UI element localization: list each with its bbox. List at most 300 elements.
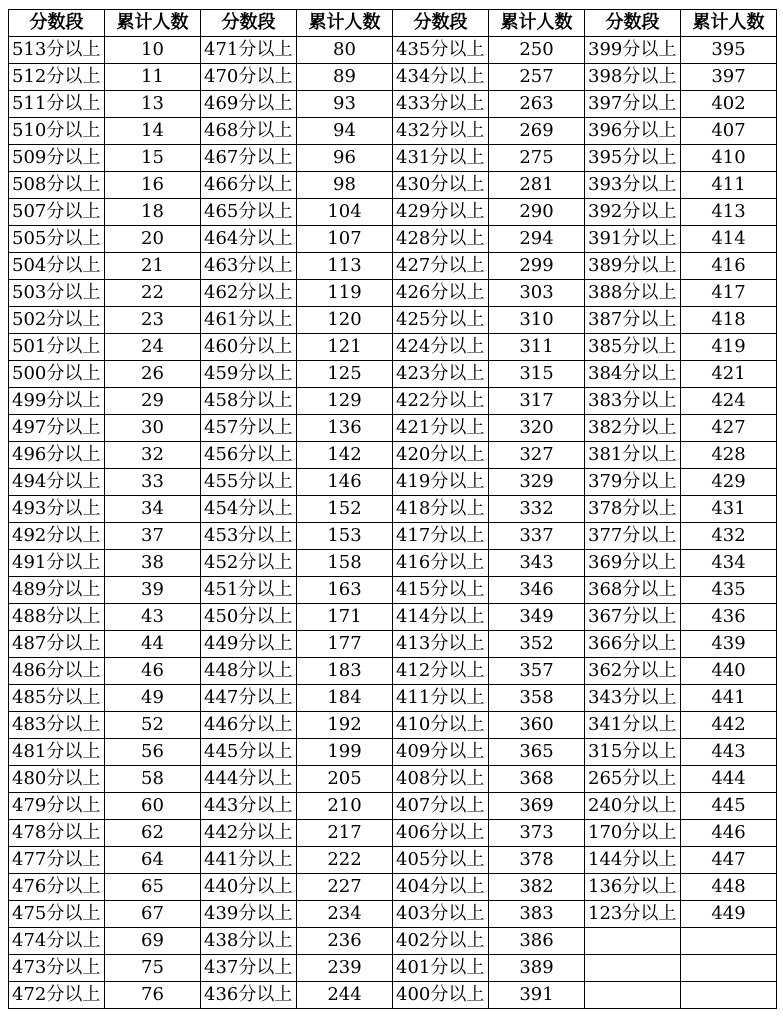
- cumulative-count-cell: 153: [297, 523, 393, 550]
- cumulative-count-cell: 30: [105, 415, 201, 442]
- table-row: [9, 874, 777, 901]
- score-range-cell: 382分以上: [585, 415, 681, 442]
- table-row: [9, 901, 777, 928]
- score-range-cell: 401分以上: [393, 955, 489, 982]
- score-range-cell: 341分以上: [585, 712, 681, 739]
- table-row: [9, 631, 777, 658]
- cumulative-count-cell: 33: [105, 469, 201, 496]
- cumulative-count-cell: 49: [105, 685, 201, 712]
- score-range-cell: 501分以上: [9, 334, 105, 361]
- cumulative-count-cell: 32: [105, 442, 201, 469]
- cumulative-count-cell: 269: [489, 118, 585, 145]
- cumulative-count-cell: 34: [105, 496, 201, 523]
- score-range-cell: 362分以上: [585, 658, 681, 685]
- table-row: [9, 280, 777, 307]
- cumulative-count-cell: 369: [489, 793, 585, 820]
- cumulative-count-cell: 56: [105, 739, 201, 766]
- cumulative-count-cell: 327: [489, 442, 585, 469]
- cumulative-count-cell: 113: [297, 253, 393, 280]
- cumulative-count-cell: 39: [105, 577, 201, 604]
- score-range-cell: 411分以上: [393, 685, 489, 712]
- cumulative-count-cell: 441: [681, 685, 777, 712]
- cumulative-count-cell: 337: [489, 523, 585, 550]
- score-range-cell: 480分以上: [9, 766, 105, 793]
- cumulative-count-cell: 239: [297, 955, 393, 982]
- score-range-cell: 474分以上: [9, 928, 105, 955]
- score-range-cell: 144分以上: [585, 847, 681, 874]
- score-range-cell: 434分以上: [393, 64, 489, 91]
- cumulative-count-cell: [681, 928, 777, 955]
- score-range-cell: 366分以上: [585, 631, 681, 658]
- cumulative-count-cell: 386: [489, 928, 585, 955]
- score-range-cell: 410分以上: [393, 712, 489, 739]
- score-range-cell: 442分以上: [201, 820, 297, 847]
- table-row: [9, 37, 777, 64]
- score-range-cell: 436分以上: [201, 982, 297, 1009]
- score-range-cell: 429分以上: [393, 199, 489, 226]
- score-range-cell: 446分以上: [201, 712, 297, 739]
- cumulative-count-cell: 18: [105, 199, 201, 226]
- score-range-cell: 407分以上: [393, 793, 489, 820]
- cumulative-count-cell: 389: [489, 955, 585, 982]
- score-range-cell: 467分以上: [201, 145, 297, 172]
- header-score-range: 分数段: [9, 10, 105, 37]
- header-cumulative-count: 累计人数: [297, 10, 393, 37]
- cumulative-count-cell: 184: [297, 685, 393, 712]
- cumulative-count-cell: 121: [297, 334, 393, 361]
- score-range-cell: 369分以上: [585, 550, 681, 577]
- cumulative-count-cell: 368: [489, 766, 585, 793]
- cumulative-count-cell: 346: [489, 577, 585, 604]
- score-range-cell: 399分以上: [585, 37, 681, 64]
- cumulative-count-cell: 199: [297, 739, 393, 766]
- cumulative-count-cell: 22: [105, 280, 201, 307]
- cumulative-count-cell: 378: [489, 847, 585, 874]
- cumulative-count-cell: 158: [297, 550, 393, 577]
- score-range-cell: 486分以上: [9, 658, 105, 685]
- cumulative-count-cell: 23: [105, 307, 201, 334]
- cumulative-count-cell: 142: [297, 442, 393, 469]
- cumulative-count-cell: 234: [297, 901, 393, 928]
- cumulative-count-cell: 343: [489, 550, 585, 577]
- score-range-cell: 368分以上: [585, 577, 681, 604]
- cumulative-count-cell: 373: [489, 820, 585, 847]
- cumulative-count-cell: 418: [681, 307, 777, 334]
- cumulative-count-cell: 439: [681, 631, 777, 658]
- score-range-cell: 426分以上: [393, 280, 489, 307]
- score-range-cell: 476分以上: [9, 874, 105, 901]
- score-range-cell: 392分以上: [585, 199, 681, 226]
- table-row: [9, 523, 777, 550]
- score-range-cell: 457分以上: [201, 415, 297, 442]
- score-range-cell: 383分以上: [585, 388, 681, 415]
- score-range-cell: 405分以上: [393, 847, 489, 874]
- score-range-cell: 415分以上: [393, 577, 489, 604]
- score-range-cell: 464分以上: [201, 226, 297, 253]
- cumulative-count-cell: 98: [297, 172, 393, 199]
- cumulative-count-cell: 320: [489, 415, 585, 442]
- cumulative-count-cell: 410: [681, 145, 777, 172]
- score-range-cell: 477分以上: [9, 847, 105, 874]
- cumulative-count-cell: 444: [681, 766, 777, 793]
- table-row: [9, 415, 777, 442]
- cumulative-count-cell: 329: [489, 469, 585, 496]
- table-row: [9, 361, 777, 388]
- cumulative-count-cell: 192: [297, 712, 393, 739]
- score-range-cell: 408分以上: [393, 766, 489, 793]
- table-row: [9, 442, 777, 469]
- cumulative-count-cell: 11: [105, 64, 201, 91]
- score-range-cell: 406分以上: [393, 820, 489, 847]
- score-range-cell: 400分以上: [393, 982, 489, 1009]
- score-range-cell: 460分以上: [201, 334, 297, 361]
- cumulative-count-cell: 332: [489, 496, 585, 523]
- score-range-cell: 496分以上: [9, 442, 105, 469]
- score-range-cell: 507分以上: [9, 199, 105, 226]
- cumulative-count-cell: 440: [681, 658, 777, 685]
- cumulative-count-cell: 120: [297, 307, 393, 334]
- table-row: [9, 307, 777, 334]
- score-range-cell: 449分以上: [201, 631, 297, 658]
- score-range-cell: 448分以上: [201, 658, 297, 685]
- score-range-cell: 471分以上: [201, 37, 297, 64]
- score-range-cell: 423分以上: [393, 361, 489, 388]
- score-range-cell: 418分以上: [393, 496, 489, 523]
- table-row: [9, 982, 777, 1009]
- cumulative-count-cell: 290: [489, 199, 585, 226]
- header-score-range: 分数段: [393, 10, 489, 37]
- score-range-cell: 389分以上: [585, 253, 681, 280]
- cumulative-count-cell: 26: [105, 361, 201, 388]
- cumulative-count-cell: 397: [681, 64, 777, 91]
- score-range-cell: 240分以上: [585, 793, 681, 820]
- score-range-cell: 469分以上: [201, 91, 297, 118]
- cumulative-count-cell: 263: [489, 91, 585, 118]
- score-range-cell: 444分以上: [201, 766, 297, 793]
- table-row: [9, 469, 777, 496]
- table-row: [9, 712, 777, 739]
- cumulative-count-cell: 310: [489, 307, 585, 334]
- cumulative-count-cell: 58: [105, 766, 201, 793]
- cumulative-count-cell: 44: [105, 631, 201, 658]
- score-range-cell: 502分以上: [9, 307, 105, 334]
- score-range-cell: 377分以上: [585, 523, 681, 550]
- score-range-cell: 508分以上: [9, 172, 105, 199]
- cumulative-count-cell: 250: [489, 37, 585, 64]
- cumulative-count-cell: 349: [489, 604, 585, 631]
- score-range-cell: 493分以上: [9, 496, 105, 523]
- score-range-cell: 439分以上: [201, 901, 297, 928]
- score-range-cell: 393分以上: [585, 172, 681, 199]
- score-distribution-table: [8, 9, 777, 1009]
- score-range-cell: 437分以上: [201, 955, 297, 982]
- score-range-cell: 441分以上: [201, 847, 297, 874]
- cumulative-count-cell: 382: [489, 874, 585, 901]
- score-range-cell: 465分以上: [201, 199, 297, 226]
- table-row: [9, 226, 777, 253]
- score-range-cell: 416分以上: [393, 550, 489, 577]
- score-range-cell: 511分以上: [9, 91, 105, 118]
- score-range-cell: 438分以上: [201, 928, 297, 955]
- cumulative-count-cell: 275: [489, 145, 585, 172]
- cumulative-count-cell: 119: [297, 280, 393, 307]
- score-range-cell: 425分以上: [393, 307, 489, 334]
- cumulative-count-cell: 136: [297, 415, 393, 442]
- cumulative-count-cell: 395: [681, 37, 777, 64]
- cumulative-count-cell: 315: [489, 361, 585, 388]
- score-range-cell: 455分以上: [201, 469, 297, 496]
- cumulative-count-cell: 294: [489, 226, 585, 253]
- score-range-cell: 458分以上: [201, 388, 297, 415]
- table-row: [9, 928, 777, 955]
- score-range-cell: 430分以上: [393, 172, 489, 199]
- score-range-cell: 343分以上: [585, 685, 681, 712]
- cumulative-count-cell: 21: [105, 253, 201, 280]
- table-row: [9, 64, 777, 91]
- cumulative-count-cell: 303: [489, 280, 585, 307]
- score-range-cell: 489分以上: [9, 577, 105, 604]
- score-range-cell: 492分以上: [9, 523, 105, 550]
- cumulative-count-cell: 449: [681, 901, 777, 928]
- cumulative-count-cell: 75: [105, 955, 201, 982]
- score-range-cell: 433分以上: [393, 91, 489, 118]
- table-header: [9, 10, 777, 37]
- cumulative-count-cell: 446: [681, 820, 777, 847]
- score-range-cell: 497分以上: [9, 415, 105, 442]
- score-range-cell: 412分以上: [393, 658, 489, 685]
- table-row: [9, 685, 777, 712]
- score-range-cell: 456分以上: [201, 442, 297, 469]
- score-range-cell: 170分以上: [585, 820, 681, 847]
- cumulative-count-cell: 383: [489, 901, 585, 928]
- cumulative-count-cell: 436: [681, 604, 777, 631]
- cumulative-count-cell: 76: [105, 982, 201, 1009]
- score-range-cell: 475分以上: [9, 901, 105, 928]
- score-range-cell: 440分以上: [201, 874, 297, 901]
- cumulative-count-cell: 16: [105, 172, 201, 199]
- score-range-cell: 494分以上: [9, 469, 105, 496]
- score-range-cell: 396分以上: [585, 118, 681, 145]
- cumulative-count-cell: 236: [297, 928, 393, 955]
- score-range-cell: 379分以上: [585, 469, 681, 496]
- cumulative-count-cell: 435: [681, 577, 777, 604]
- score-range-cell: 265分以上: [585, 766, 681, 793]
- score-range-cell: 136分以上: [585, 874, 681, 901]
- score-range-cell: 424分以上: [393, 334, 489, 361]
- cumulative-count-cell: 80: [297, 37, 393, 64]
- cumulative-count-cell: 428: [681, 442, 777, 469]
- score-range-cell: 454分以上: [201, 496, 297, 523]
- cumulative-count-cell: 104: [297, 199, 393, 226]
- score-range-cell: 466分以上: [201, 172, 297, 199]
- cumulative-count-cell: 434: [681, 550, 777, 577]
- cumulative-count-cell: 419: [681, 334, 777, 361]
- score-range-cell: 409分以上: [393, 739, 489, 766]
- score-range-cell: 463分以上: [201, 253, 297, 280]
- score-range-cell: 123分以上: [585, 901, 681, 928]
- score-range-cell: 432分以上: [393, 118, 489, 145]
- cumulative-count-cell: 222: [297, 847, 393, 874]
- score-range-cell: 461分以上: [201, 307, 297, 334]
- score-range-cell: 459分以上: [201, 361, 297, 388]
- score-range-cell: 470分以上: [201, 64, 297, 91]
- header-row: [9, 10, 777, 37]
- score-range-cell: 485分以上: [9, 685, 105, 712]
- cumulative-count-cell: 94: [297, 118, 393, 145]
- score-range-cell: 487分以上: [9, 631, 105, 658]
- cumulative-count-cell: 311: [489, 334, 585, 361]
- cumulative-count-cell: 171: [297, 604, 393, 631]
- score-range-cell: 472分以上: [9, 982, 105, 1009]
- cumulative-count-cell: 365: [489, 739, 585, 766]
- table-row: [9, 955, 777, 982]
- table-row: [9, 793, 777, 820]
- score-range-cell: 478分以上: [9, 820, 105, 847]
- score-range-cell: 491分以上: [9, 550, 105, 577]
- cumulative-count-cell: 13: [105, 91, 201, 118]
- table-body: [9, 37, 777, 1009]
- score-range-cell: 414分以上: [393, 604, 489, 631]
- table-row: [9, 577, 777, 604]
- cumulative-count-cell: 352: [489, 631, 585, 658]
- table-row: [9, 172, 777, 199]
- score-range-cell: 510分以上: [9, 118, 105, 145]
- cumulative-count-cell: 24: [105, 334, 201, 361]
- score-range-cell: 385分以上: [585, 334, 681, 361]
- cumulative-count-cell: 65: [105, 874, 201, 901]
- score-range-cell: 462分以上: [201, 280, 297, 307]
- cumulative-count-cell: 432: [681, 523, 777, 550]
- score-range-cell: 403分以上: [393, 901, 489, 928]
- table-row: [9, 91, 777, 118]
- cumulative-count-cell: [681, 982, 777, 1009]
- score-range-cell: 413分以上: [393, 631, 489, 658]
- score-range-cell: 422分以上: [393, 388, 489, 415]
- table-row: [9, 334, 777, 361]
- cumulative-count-cell: 20: [105, 226, 201, 253]
- header-cumulative-count: 累计人数: [681, 10, 777, 37]
- cumulative-count-cell: 431: [681, 496, 777, 523]
- cumulative-count-cell: 217: [297, 820, 393, 847]
- cumulative-count-cell: 317: [489, 388, 585, 415]
- cumulative-count-cell: 407: [681, 118, 777, 145]
- score-range-cell: 512分以上: [9, 64, 105, 91]
- score-range-cell: 499分以上: [9, 388, 105, 415]
- cumulative-count-cell: 414: [681, 226, 777, 253]
- cumulative-count-cell: 411: [681, 172, 777, 199]
- score-range-cell: 503分以上: [9, 280, 105, 307]
- score-range-cell: 315分以上: [585, 739, 681, 766]
- cumulative-count-cell: 89: [297, 64, 393, 91]
- score-range-cell: 421分以上: [393, 415, 489, 442]
- score-range-cell: 435分以上: [393, 37, 489, 64]
- cumulative-count-cell: 210: [297, 793, 393, 820]
- header-cumulative-count: 累计人数: [105, 10, 201, 37]
- score-range-cell: 402分以上: [393, 928, 489, 955]
- cumulative-count-cell: 60: [105, 793, 201, 820]
- cumulative-count-cell: 358: [489, 685, 585, 712]
- score-range-cell: 453分以上: [201, 523, 297, 550]
- header-score-range: 分数段: [585, 10, 681, 37]
- table-row: [9, 847, 777, 874]
- cumulative-count-cell: 69: [105, 928, 201, 955]
- cumulative-count-cell: 37: [105, 523, 201, 550]
- score-range-cell: 447分以上: [201, 685, 297, 712]
- score-range-cell: 378分以上: [585, 496, 681, 523]
- cumulative-count-cell: 244: [297, 982, 393, 1009]
- table-row: [9, 199, 777, 226]
- cumulative-count-cell: 146: [297, 469, 393, 496]
- cumulative-count-cell: 62: [105, 820, 201, 847]
- cumulative-count-cell: 46: [105, 658, 201, 685]
- cumulative-count-cell: 299: [489, 253, 585, 280]
- table-row: [9, 739, 777, 766]
- cumulative-count-cell: 96: [297, 145, 393, 172]
- cumulative-count-cell: 442: [681, 712, 777, 739]
- header-score-range: 分数段: [201, 10, 297, 37]
- cumulative-count-cell: 421: [681, 361, 777, 388]
- score-range-cell: 404分以上: [393, 874, 489, 901]
- score-range-cell: 483分以上: [9, 712, 105, 739]
- table-row: [9, 820, 777, 847]
- cumulative-count-cell: 10: [105, 37, 201, 64]
- cumulative-count-cell: 445: [681, 793, 777, 820]
- cumulative-count-cell: 416: [681, 253, 777, 280]
- score-range-cell: 391分以上: [585, 226, 681, 253]
- cumulative-count-cell: 447: [681, 847, 777, 874]
- cumulative-count-cell: 357: [489, 658, 585, 685]
- score-range-cell: 417分以上: [393, 523, 489, 550]
- score-range-cell: 420分以上: [393, 442, 489, 469]
- score-range-cell: [585, 955, 681, 982]
- table-row: [9, 118, 777, 145]
- score-range-cell: 387分以上: [585, 307, 681, 334]
- cumulative-count-cell: 67: [105, 901, 201, 928]
- score-range-cell: 384分以上: [585, 361, 681, 388]
- table-row: [9, 496, 777, 523]
- cumulative-count-cell: 443: [681, 739, 777, 766]
- header-cumulative-count: 累计人数: [489, 10, 585, 37]
- table-row: [9, 658, 777, 685]
- cumulative-count-cell: 64: [105, 847, 201, 874]
- score-range-cell: 427分以上: [393, 253, 489, 280]
- cumulative-count-cell: 281: [489, 172, 585, 199]
- cumulative-count-cell: 163: [297, 577, 393, 604]
- score-range-cell: 513分以上: [9, 37, 105, 64]
- cumulative-count-cell: 107: [297, 226, 393, 253]
- cumulative-count-cell: 14: [105, 118, 201, 145]
- score-range-cell: 473分以上: [9, 955, 105, 982]
- cumulative-count-cell: 205: [297, 766, 393, 793]
- table-row: [9, 145, 777, 172]
- score-range-cell: 500分以上: [9, 361, 105, 388]
- table-row: [9, 253, 777, 280]
- score-range-cell: 479分以上: [9, 793, 105, 820]
- score-range-cell: 451分以上: [201, 577, 297, 604]
- cumulative-count-cell: 43: [105, 604, 201, 631]
- cumulative-count-cell: 227: [297, 874, 393, 901]
- cumulative-count-cell: 29: [105, 388, 201, 415]
- cumulative-count-cell: 413: [681, 199, 777, 226]
- table-row: [9, 766, 777, 793]
- score-range-cell: 450分以上: [201, 604, 297, 631]
- score-range-cell: [585, 928, 681, 955]
- cumulative-count-cell: 402: [681, 91, 777, 118]
- cumulative-count-cell: 52: [105, 712, 201, 739]
- score-range-cell: 381分以上: [585, 442, 681, 469]
- cumulative-count-cell: 429: [681, 469, 777, 496]
- score-range-cell: 488分以上: [9, 604, 105, 631]
